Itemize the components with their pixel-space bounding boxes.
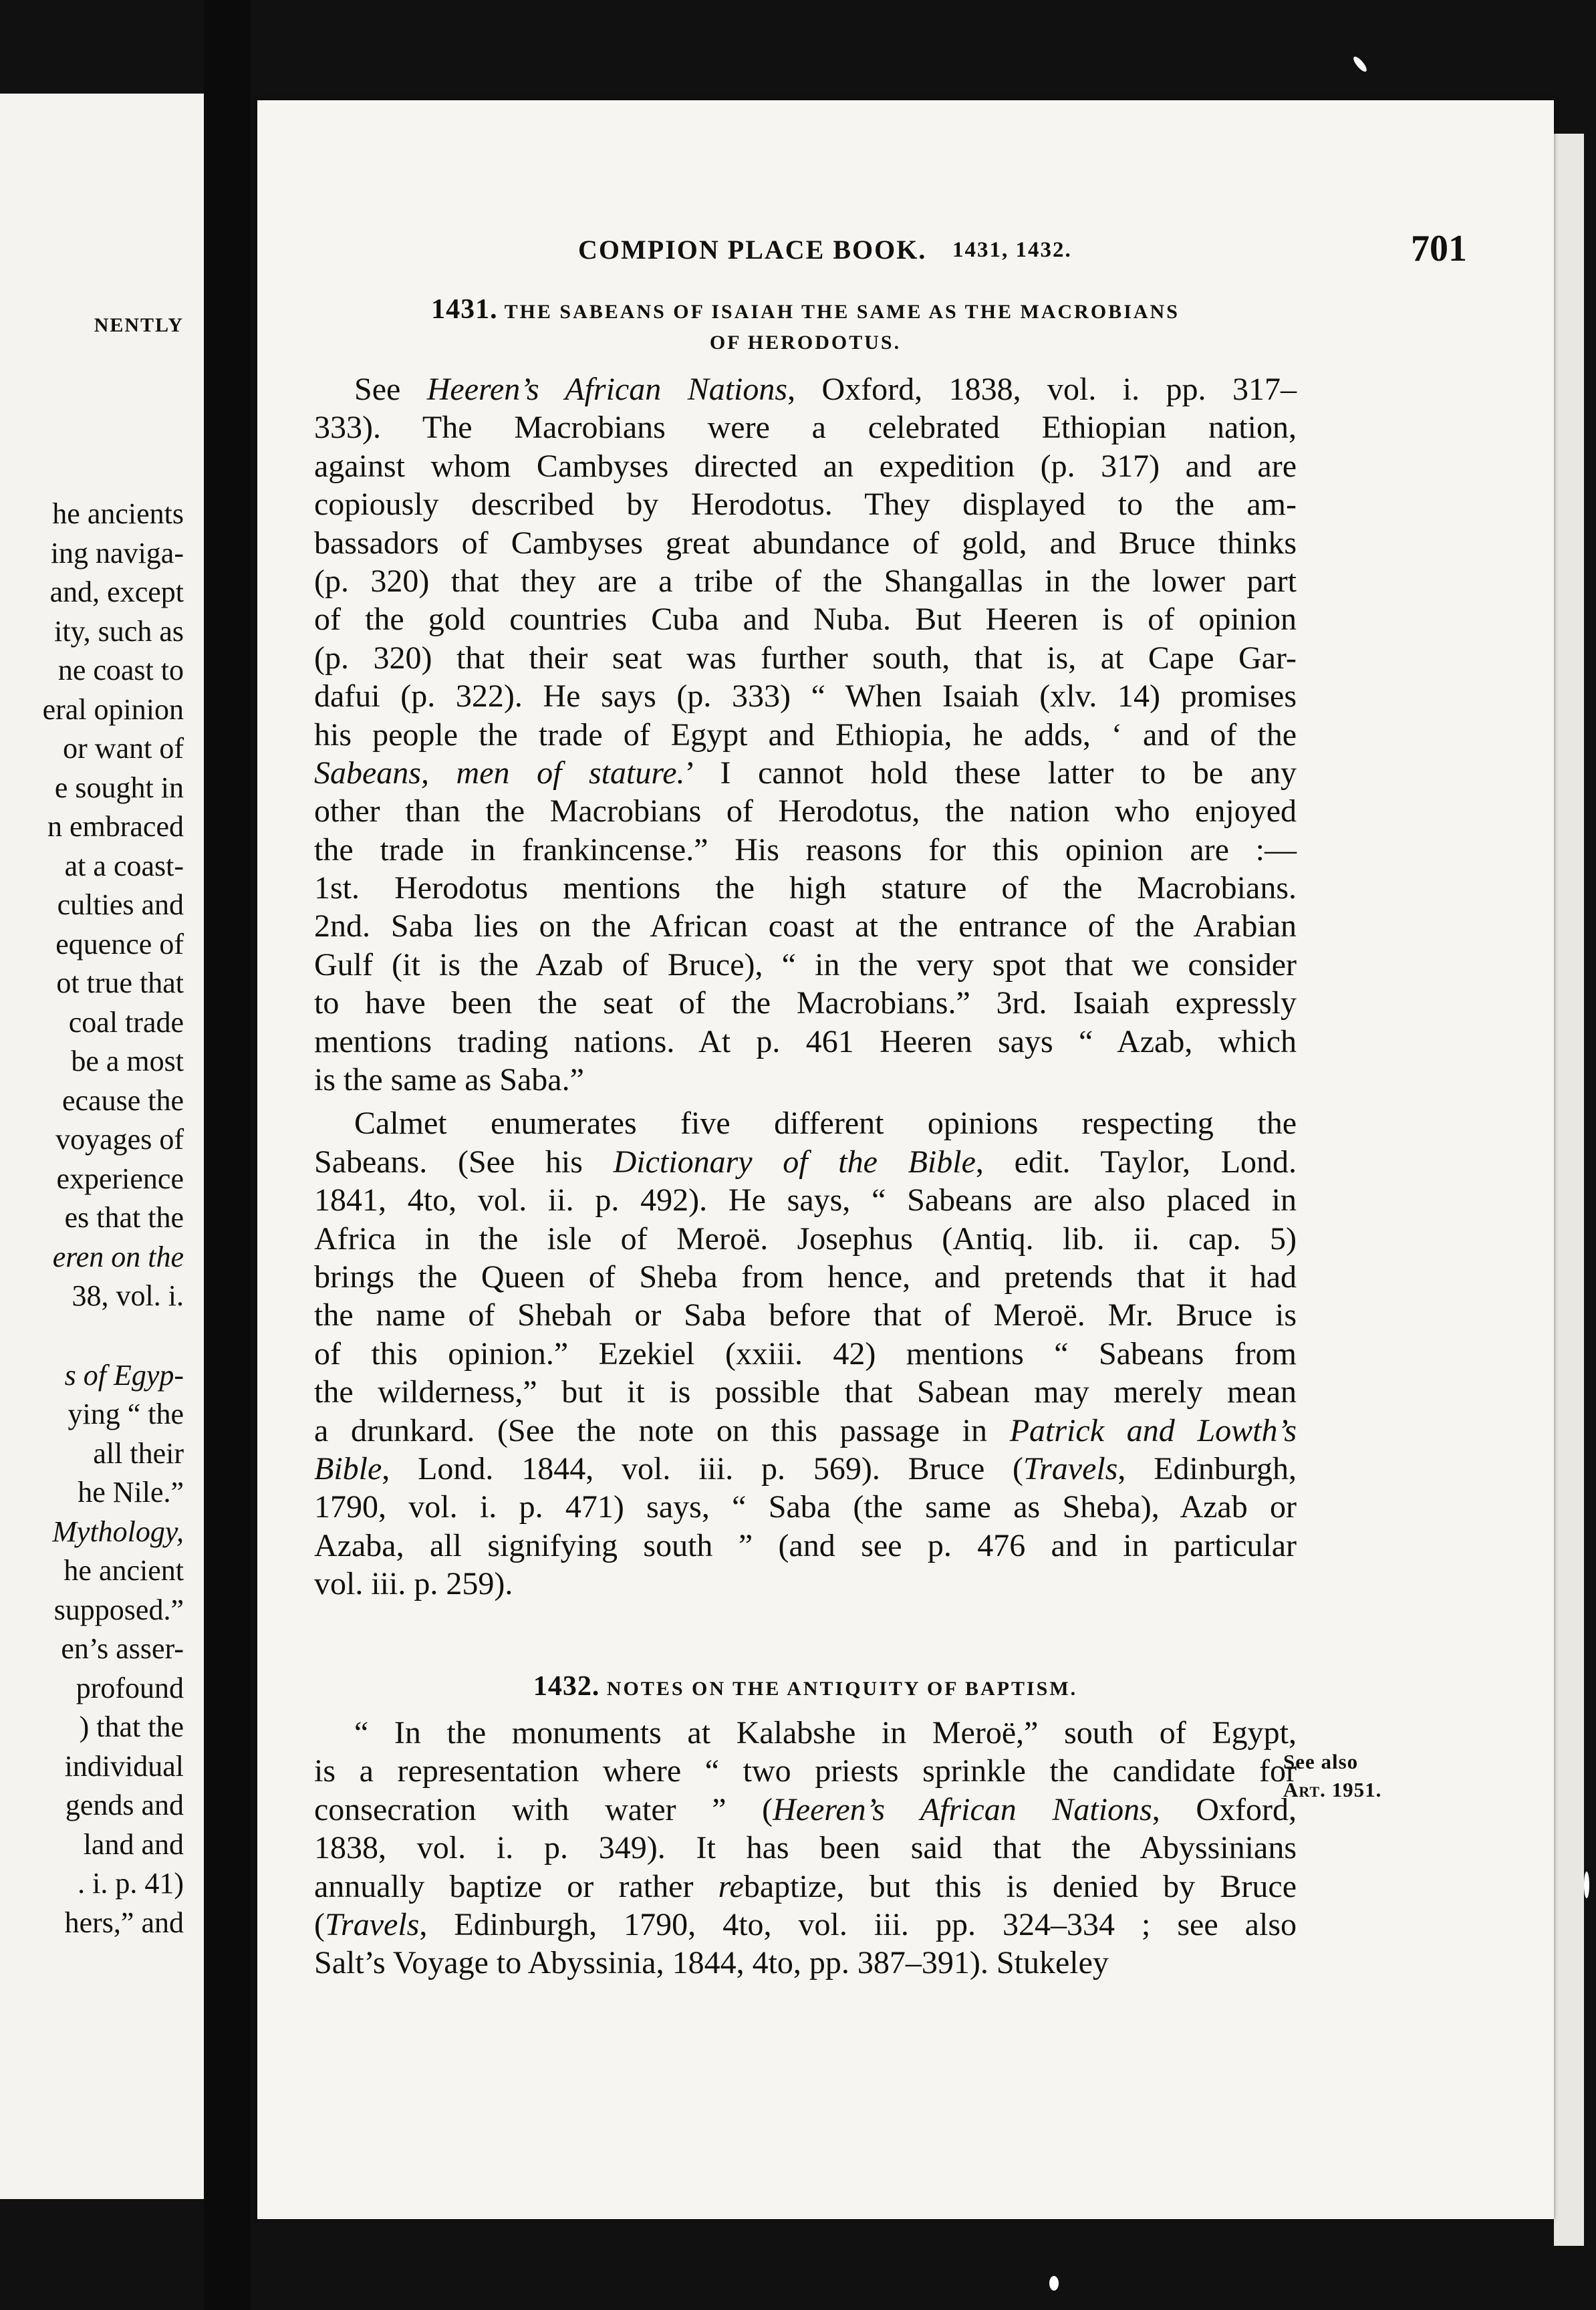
text-line: bassadors of Cambyses great abundance of gold, and Bruce thinks (314, 525, 1297, 561)
previous-page-line: hers,” and (64, 1906, 184, 1939)
text-line: 1838, vol. i. p. 349). It has been said that the Abyssinians (314, 1830, 1297, 1866)
previous-page-line: eral opinion (42, 692, 184, 726)
previous-page-line: experience (56, 1162, 184, 1195)
margin-note-line2: Art. 1951. (1283, 1778, 1382, 1801)
book-gutter (204, 0, 251, 2310)
text-line: (p. 320) that they are a tribe of the Shangallas in the lower part (314, 563, 1297, 599)
text-line: is a representation where “ two priests sprinkle the candidate for (314, 1753, 1297, 1789)
article-1432-number: 1432. (533, 1671, 600, 1702)
previous-page-line: . i. p. 41) (78, 1867, 184, 1900)
text-line: Calmet enumerates five different opinions respecting the (354, 1106, 1297, 1142)
previous-page-line: supposed.” (53, 1593, 184, 1626)
article-1431-paragraph-2 (314, 1104, 1297, 1603)
text-line: his people the trade of Egypt and Ethiopia, he adds, ‘ and of the (314, 717, 1297, 753)
previous-page-line: en’s asser- (61, 1632, 184, 1665)
article-1432 (314, 1671, 1297, 1982)
text-line: 333). The Macrobians were a celebrated Ethiopian nation, (314, 410, 1297, 446)
page-edge (1554, 134, 1584, 2246)
text-line: to have been the seat of the Macrobians.” 3rd. Isaiah expressly (314, 985, 1297, 1021)
text-line: of this opinion.” Ezekiel (xxiii. 42) mentions “ Sabeans from (314, 1335, 1297, 1372)
running-head (578, 227, 1494, 281)
page-number: 701 (1411, 228, 1467, 269)
article-1432-heading (314, 1671, 1297, 1704)
text-line: Sabeans. (See his Dictionary of the Bible, edit. Taylor, Lond. (314, 1144, 1297, 1180)
previous-page-line: ne coast to (57, 654, 184, 686)
text-line: of the gold countries Cuba and Nuba. But Heeren is of opinion (314, 602, 1297, 638)
line-gap (0, 1316, 184, 1356)
text-line: Gulf (it is the Azab of Bruce), “ in the very spot that we consider (314, 946, 1297, 983)
text-line: copiously described by Herodotus. They displayed to the am- (314, 487, 1297, 523)
article-1431-title-line2: OF HERODOTUS. (709, 332, 902, 354)
previous-page-line: culties and (57, 888, 184, 921)
previous-page-line: individual (64, 1749, 184, 1783)
text-line: 2nd. Saba lies on the African coast at the entrance of the Arabian (314, 908, 1297, 944)
text-line: consecration with water ” (Heeren’s African Nations, Oxford, (314, 1791, 1297, 1827)
previous-page-line: ) that the (79, 1710, 184, 1743)
text-line: is the same as Saba.” (314, 1062, 584, 1098)
text-line: (Travels, Edinburgh, 1790, 4to, vol. iii. pp. 324–334 ; see also (314, 1906, 1297, 1942)
previous-page-line: ying “ the (68, 1398, 184, 1430)
text-line: Sabeans, men of stature.’ I cannot hold these latter to be any (314, 755, 1297, 791)
previous-page-line: ing naviga- (50, 536, 184, 569)
text-line: Salt’s Voyage to Abyssinia, 1844, 4to, pp. 387–391). Stukeley (314, 1945, 1109, 1981)
previous-page-line: ity, such as (54, 614, 184, 648)
previous-page-line: 38, vol. i. (72, 1279, 184, 1312)
previous-page-line: eren on the (52, 1240, 184, 1273)
previous-page (0, 94, 204, 2199)
text-line: the name of Shebah or Saba before that of Meroë. Mr. Bruce is (314, 1297, 1297, 1333)
text-line: See Heeren’s African Nations, Oxford, 1838, vol. i. pp. 317– (354, 372, 1297, 407)
previous-page-line: land and (83, 1827, 184, 1861)
previous-page-line: Mythology, (52, 1515, 184, 1548)
previous-page-line: he ancients (52, 497, 184, 530)
previous-page-line: es that the (64, 1201, 184, 1234)
text-line: other than the Macrobians of Herodotus, the nation who enjoyed (314, 793, 1297, 829)
previous-page-line: at a coast- (64, 849, 184, 882)
text-line: vol. iii. p. 259). (314, 1566, 513, 1602)
article-1431 (314, 294, 1297, 1603)
text-line: (p. 320) that their seat was further south, that is, at Cape Gar- (314, 640, 1297, 676)
article-1431-heading (314, 294, 1297, 358)
dust-speck (1584, 1872, 1589, 1898)
text-line: Azaba, all signifying south ” (and see p. 476 and in particular (314, 1527, 1297, 1563)
article-1431-paragraph-1 (314, 370, 1297, 1099)
running-head-title: COMPION PLACE BOOK. (578, 235, 927, 265)
article-1432-paragraph (314, 1714, 1297, 1982)
margin-note-line1: See also (1283, 1750, 1359, 1773)
running-head-articles: 1431, 1432. (952, 238, 1072, 262)
text-line: the wilderness,” but it is possible that Sabean may merely mean (314, 1374, 1297, 1410)
dust-speck (1351, 55, 1369, 74)
previous-page-line: gends and (65, 1789, 184, 1821)
text-line: 1841, 4to, vol. ii. p. 492). He says, “ Sabeans are also placed in (314, 1182, 1297, 1218)
previous-page-line: and, except (49, 575, 184, 608)
text-line: mentions trading nations. At p. 461 Heeren says “ Azab, which (314, 1023, 1297, 1059)
previous-page-line: n embraced (47, 810, 184, 843)
text-line: Bible, Lond. 1844, vol. iii. p. 569). Bruce (Travels, Edinburgh, (314, 1450, 1297, 1487)
previous-page-line: ot true that (56, 967, 184, 999)
text-line: Africa in the isle of Meroë. Josephus (Antiq. lib. ii. cap. 5) (314, 1221, 1297, 1257)
text-line: the trade in frankincense.” His reasons for this opinion are :— (314, 831, 1297, 868)
previous-page-line: all their (93, 1436, 184, 1470)
text-line: annually baptize or rather rebaptize, but this is denied by Bruce (314, 1868, 1297, 1904)
text-line: “ In the monuments at Kalabshe in Meroë,” south of Egypt, (354, 1715, 1297, 1751)
dust-speck (1049, 2276, 1059, 2291)
text-line: brings the Queen of Sheba from hence, and pretends that it had (314, 1259, 1297, 1295)
text-line: 1st. Herodotus mentions the high stature of the Macrobians. (314, 870, 1297, 906)
previous-page-line: ecause the (62, 1083, 184, 1117)
previous-page-line: s of Egyp- (64, 1358, 184, 1392)
margin-note (1283, 1748, 1381, 1804)
previous-page-line: be a most (71, 1045, 184, 1077)
previous-page-line: or want of (63, 732, 184, 765)
article-1431-title-line1: THE SABEANS OF ISAIAH THE SAME AS THE MACROBIANS (504, 301, 1180, 323)
previous-page-line: profound (76, 1671, 184, 1704)
previous-page-line: equence of (55, 927, 184, 960)
text-line: against whom Cambyses directed an expedition (p. 317) and are (314, 448, 1297, 484)
article-1432-title: NOTES ON THE ANTIQUITY OF BAPTISM. (606, 1678, 1078, 1700)
text-line: dafui (p. 322). He says (p. 333) “ When Isaiah (xlv. 14) promises (314, 678, 1297, 715)
previous-page-line: coal trade (68, 1005, 184, 1039)
text-line: 1790, vol. i. p. 471) says, “ Saba (the same as Sheba), Azab or (314, 1489, 1297, 1525)
article-1431-number: 1431. (431, 294, 498, 325)
previous-page-line: he Nile.” (78, 1476, 184, 1509)
previous-page-text (0, 495, 184, 1942)
previous-page-line: he ancient (63, 1554, 184, 1587)
text-line: a drunkard. (See the note on this passage in Patrick and Lowth’s (314, 1412, 1297, 1448)
previous-page-header: NENTLY (94, 314, 184, 336)
previous-page-line: voyages of (55, 1123, 184, 1156)
previous-page-line: e sought in (54, 771, 184, 804)
